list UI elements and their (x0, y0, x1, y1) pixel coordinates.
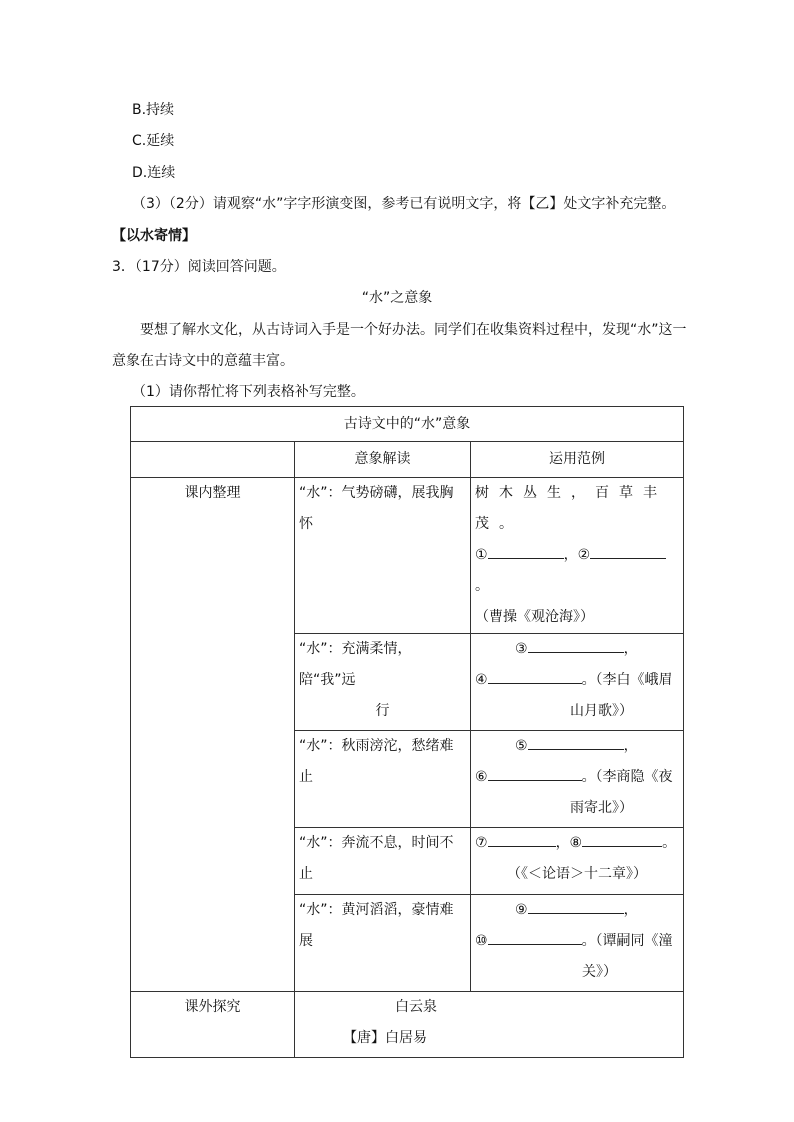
article-title: “水”之意象 (361, 290, 433, 306)
fill-blank[interactable] (590, 540, 666, 559)
interpretation-cell (295, 478, 471, 634)
punctuation: 。 (475, 578, 489, 594)
punctuation: ， (623, 738, 638, 754)
blank-marker: ⑤ (515, 738, 528, 754)
fill-blank[interactable] (528, 731, 624, 750)
example-cell (471, 634, 684, 731)
interpretation-cell (295, 634, 471, 731)
blank-marker: ① (475, 547, 488, 563)
option-b: B.持续 (132, 102, 175, 118)
question-3-sub-3: （3）（2分）请观察“水”字字形演变图，参考已有说明文字，将【乙】处文字补充完整。 (132, 196, 676, 212)
punctuation: ， (623, 641, 638, 657)
example-source: （《＜论语＞十二章》） (507, 866, 647, 882)
sub-question-1: （1）请你帮忙将下列表格补写完整。 (132, 384, 365, 400)
option-d: D.连续 (132, 165, 176, 181)
example-blank-line (475, 731, 679, 762)
interpretation-text: “水”：奔流不息，时间不止 (299, 835, 454, 882)
table-header-empty (131, 442, 295, 478)
fill-blank[interactable] (528, 634, 624, 653)
example-cell (471, 895, 684, 992)
example-source-cont: 关》） (582, 964, 617, 980)
example-source: 。（李商隐《夜 (581, 769, 673, 785)
fill-blank[interactable] (488, 540, 564, 559)
example-blank-line (475, 895, 679, 926)
example-blank-line (475, 926, 679, 957)
punctuation: ， (623, 902, 638, 918)
blank-marker: ⑨ (515, 902, 528, 918)
example-blank-line (475, 665, 679, 696)
interpretation-text: “水”：充满柔情，陪“我”远 (299, 641, 412, 688)
interpretation-text-cont: 行 (375, 703, 390, 719)
interpretation-text: “水”：黄河滔滔，豪情难展 (299, 902, 454, 949)
fill-blank[interactable] (488, 828, 556, 847)
paragraph-line-1: 要想了解水文化，从古诗词入手是一个好办法。同学们在收集资料过程中，发现“水”这一 (140, 322, 687, 338)
example-given-line: 树木丛生，百草丰茂。 (475, 485, 667, 532)
section-in-class: 课内整理 (131, 478, 295, 992)
example-blank-line (475, 828, 679, 859)
example-blank-line (475, 540, 679, 602)
example-source-cont: 雨寄北》） (570, 800, 633, 816)
blank-marker: ⑦ (475, 835, 488, 851)
interpretation-cell (295, 895, 471, 992)
punctuation: ， (563, 547, 578, 563)
example-cell (471, 731, 684, 828)
example-blank-line (475, 762, 679, 793)
poem-cell (295, 992, 684, 1058)
section-extracurricular: 课外探究 (131, 992, 295, 1058)
blank-marker: ⑥ (475, 769, 488, 785)
blank-marker: ③ (515, 641, 528, 657)
fill-blank[interactable] (528, 895, 624, 914)
table-header-interpret: 意象解读 (295, 442, 471, 478)
fill-blank[interactable] (488, 762, 582, 781)
poem-author: 【唐】白居易 (343, 1030, 427, 1046)
punctuation: 。 (662, 835, 677, 851)
blank-marker: ⑩ (475, 933, 488, 949)
question-3-stem: 3．（17分）阅读回答问题。 (112, 259, 286, 275)
imagery-table (130, 406, 684, 1058)
example-blank-line (475, 634, 679, 665)
blank-marker: ，⑧ (555, 835, 583, 851)
option-c: C.延续 (132, 133, 175, 149)
example-cell (471, 828, 684, 895)
poem-title: 白云泉 (395, 999, 437, 1015)
example-source-cont: 山月歌》） (570, 703, 633, 719)
fill-blank[interactable] (488, 665, 582, 684)
fill-blank[interactable] (488, 926, 582, 945)
section-heading: 【以水寄情】 (112, 228, 196, 244)
paragraph-line-2: 意象在古诗文中的意蕴丰富。 (112, 353, 294, 369)
blank-marker: ② (577, 547, 591, 563)
fill-blank[interactable] (582, 828, 662, 847)
interpretation-text: “水”：秋雨滂沱，愁绪难止 (299, 738, 454, 785)
blank-marker: ④ (475, 672, 488, 688)
interpretation-text: “水”：气势磅礴，展我胸怀 (299, 485, 454, 532)
table-caption: 古诗文中的“水”意象 (131, 407, 684, 442)
interpretation-cell (295, 731, 471, 828)
table-header-example: 运用范例 (471, 442, 684, 478)
interpretation-cell (295, 828, 471, 895)
example-source: 。（谭嗣同《潼 (581, 933, 673, 949)
example-cell (471, 478, 684, 634)
example-source: （曹操《观沧海》） (475, 609, 594, 625)
example-source: 。（李白《峨眉 (581, 672, 673, 688)
